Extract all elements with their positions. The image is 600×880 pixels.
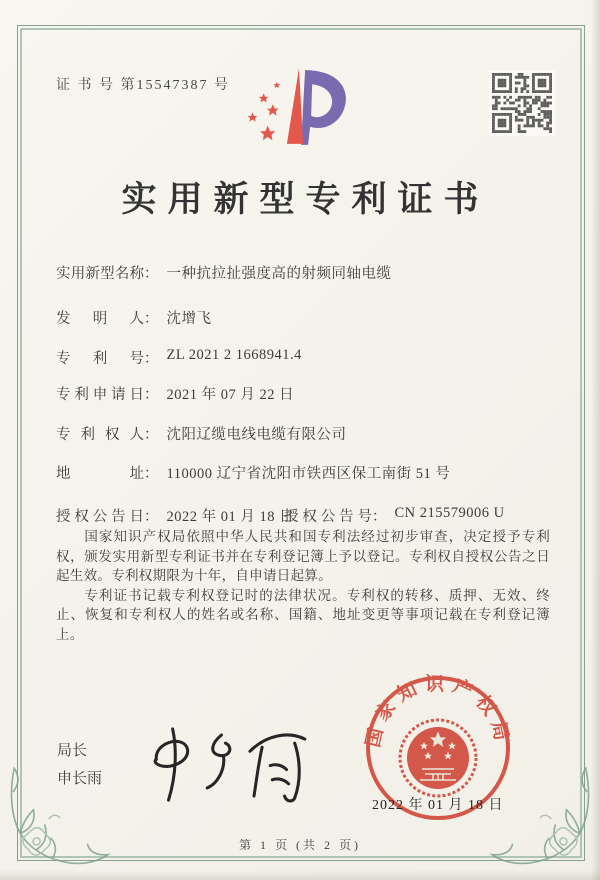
seal-text: 国家知识产权局 [362, 674, 514, 750]
field-label: 专利申请日 [56, 387, 144, 403]
grant-date-under-seal: 2022 年 01 月 18 日 [372, 798, 504, 813]
field-label: 地址 [56, 466, 144, 482]
field-label: 授权公告号 [284, 509, 372, 525]
field-label: 专利权人 [56, 427, 144, 443]
field-row-inventor [56, 307, 552, 329]
field-row-patent-number [56, 347, 552, 369]
seal-national-emblem [400, 720, 476, 796]
grant-number-pair [284, 505, 505, 526]
field-label: 发明人 [56, 311, 144, 327]
legal-paragraph: 专利证书记载专利权登记时的法律状况。专利权的转移、质押、无效、终止、恢复和专利权人的姓名或名称、国籍、地址变更等事项记载在专利登记簿上。 [56, 587, 550, 642]
field-colon: ： [144, 351, 159, 367]
field-value: 2021 年 07 月 22 日 [166, 387, 295, 403]
field-colon: ： [144, 311, 159, 327]
director-name: 申长雨 [57, 771, 103, 787]
logo-stars [248, 82, 280, 141]
field-label: 授权公告日 [56, 509, 144, 525]
field-row-patentee [56, 423, 552, 445]
field-value: 2022 年 01 月 18 日 [166, 509, 295, 525]
signoff-block [57, 737, 102, 793]
field-value: ZL 2021 2 1668941.4 [166, 347, 302, 363]
field-value: 一种抗拉扯强度高的射频同轴电缆 [166, 266, 392, 282]
fields-block [56, 262, 552, 527]
field-label: 实用新型名称 [56, 266, 144, 282]
field-value: 沈增飞 [166, 311, 212, 327]
legal-text-block [56, 527, 550, 644]
field-colon: ： [144, 266, 159, 282]
certificate-title: 实用新型专利证书 [121, 180, 490, 219]
field-value: 沈阳辽缆电线电缆有限公司 [166, 427, 347, 443]
field-label: 专利号 [56, 351, 144, 367]
field-row-name [56, 262, 552, 284]
logo-wedge-shape [287, 68, 303, 144]
field-value: 110000 辽宁省沈阳市铁西区保工南街 51 号 [166, 466, 451, 482]
cnipa-logo-icon [241, 60, 353, 156]
field-row-grant [56, 505, 552, 527]
field-row-address [56, 462, 552, 484]
grant-date-pair [56, 509, 294, 525]
field-row-filing-date [56, 383, 552, 405]
certificate-number: 证 书 号 第15547387 号 [56, 78, 230, 93]
field-colon: ： [144, 387, 159, 403]
field-colon: ： [372, 509, 387, 525]
logo-p-shape [301, 70, 346, 145]
handwritten-signature-icon [136, 720, 314, 808]
qr-code [489, 70, 555, 136]
director-title: 局长 [57, 743, 88, 759]
field-value: CN 215579006 U [394, 505, 505, 521]
field-colon: ： [144, 427, 159, 443]
page-number: 第 1 页 (共 2 页) [239, 838, 361, 852]
legal-paragraph: 国家知识产权局依照中华人民共和国专利法经过初步审查，决定授予专利权，颁发实用新型专利证书并在专利登记簿上予以登记。专利权自授权公告之日起生效。专利权期限为十年，自申请日起算。 [56, 529, 550, 583]
field-colon: ： [144, 466, 159, 482]
field-colon: ： [144, 509, 159, 525]
